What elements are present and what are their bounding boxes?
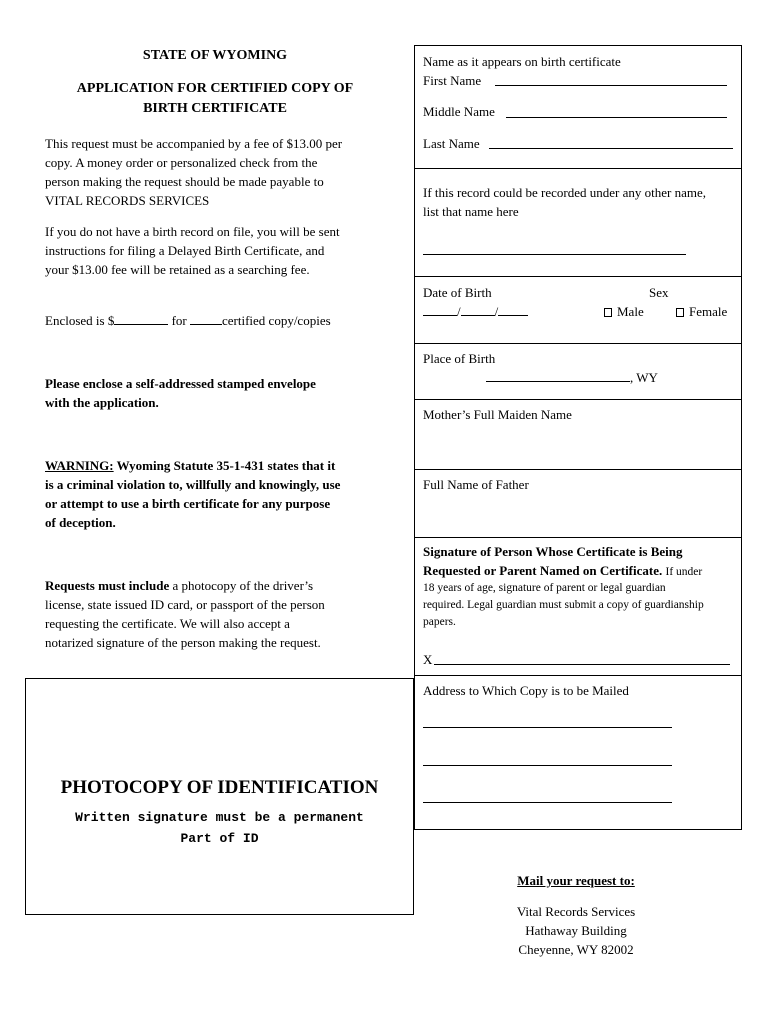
divider <box>414 675 742 676</box>
other-name-field[interactable] <box>423 254 686 255</box>
divider <box>414 399 742 400</box>
dob-month-field[interactable] <box>423 303 457 316</box>
sex-label: Sex <box>649 285 669 300</box>
warning-paragraph <box>45 456 405 532</box>
dob-separator: / <box>457 304 461 319</box>
warning-line: is a criminal violation to, willfully and knowingly, use <box>45 477 341 492</box>
fee-line: copy. A money order or personalized check from the <box>45 155 318 170</box>
father-name-field[interactable] <box>418 495 736 533</box>
signature-field[interactable] <box>434 664 730 665</box>
dob-fields <box>423 302 528 321</box>
signature-bold: Requested or Parent Named on Certificate. <box>423 563 663 578</box>
divider <box>414 537 742 538</box>
mail-address-line2: Hathaway Building <box>525 923 627 938</box>
form-title-line1: APPLICATION FOR CERTIFIED COPY OF <box>76 81 354 96</box>
last-name-field[interactable] <box>489 148 733 149</box>
mother-name-field[interactable] <box>418 425 736 465</box>
father-label: Full Name of Father <box>423 477 529 492</box>
signature-note: papers. <box>423 616 456 628</box>
enclosed-mid: for <box>168 313 190 328</box>
divider <box>414 343 742 344</box>
envelope-line: Please enclose a self-addressed stamped envelope <box>45 376 316 391</box>
address-line-2-field[interactable] <box>423 765 672 766</box>
place-of-birth-field[interactable] <box>486 369 630 382</box>
mail-address-line1: Vital Records Services <box>516 904 636 919</box>
signature-heading-line2 <box>423 561 738 582</box>
requests-line: notarized signature of the person making the request. <box>45 635 321 650</box>
dob-label: Date of Birth <box>423 285 492 300</box>
photocopy-note-line1: Written signature must be a permanent <box>75 810 364 825</box>
fee-line: person making the request should be made payable to <box>45 174 324 189</box>
warning-line: Wyoming Statute 35-1-431 states that it <box>113 458 336 473</box>
male-label: Male <box>617 304 644 319</box>
middle-name-field[interactable] <box>506 117 727 118</box>
other-name-label-line2: list that name here <box>423 204 519 219</box>
middle-name-label: Middle Name <box>423 104 495 119</box>
male-checkbox[interactable] <box>604 308 612 317</box>
address-label: Address to Which Copy is to be Mailed <box>423 683 629 698</box>
enclosed-prefix: Enclosed is $ <box>45 313 115 328</box>
divider <box>414 469 742 470</box>
divider <box>414 276 742 277</box>
place-of-birth-row <box>486 368 658 387</box>
envelope-note <box>45 374 405 412</box>
warning-line: or attempt to use a birth certificate for any purpose <box>45 496 331 511</box>
other-name-label-line1: If this record could be recorded under any other name, <box>423 185 706 200</box>
signature-note: If under <box>665 566 703 578</box>
address-line-1-field[interactable] <box>423 727 672 728</box>
dob-separator: / <box>494 304 499 319</box>
delayed-line: If you do not have a birth record on file, you will be sent <box>45 224 340 239</box>
requests-bold: Requests must include <box>45 578 170 593</box>
requests-line: license, state issued ID card, or passport of the person <box>45 597 325 612</box>
fee-line: This request must be accompanied by a fee of $13.00 per <box>45 136 343 151</box>
dob-year-field[interactable] <box>498 303 528 316</box>
name-heading: Name as it appears on birth certificate <box>423 54 621 69</box>
mail-heading: Mail your request to: <box>517 873 635 888</box>
mother-label: Mother’s Full Maiden Name <box>423 407 572 422</box>
sex-female-option[interactable] <box>676 302 727 321</box>
sex-male-option[interactable] <box>604 302 644 321</box>
last-name-label: Last Name <box>423 136 480 151</box>
photocopy-note-line2: Part of ID <box>180 831 259 846</box>
signature-x-mark: X <box>423 652 433 667</box>
form-title-line2: BIRTH CERTIFICATE <box>143 101 287 116</box>
fee-paragraph <box>45 134 405 210</box>
requests-paragraph <box>45 576 405 652</box>
mail-address-line3: Cheyenne, WY 82002 <box>518 942 634 957</box>
delayed-line: your $13.00 fee will be retained as a searching fee. <box>45 262 310 277</box>
enclosed-line <box>45 311 405 330</box>
place-of-birth-state: , WY <box>630 370 658 385</box>
state-heading: STATE OF WYOMING <box>142 48 288 63</box>
signature-note: 18 years of age, signature of parent or legal guardian <box>423 582 666 594</box>
enclosed-copies-field[interactable] <box>190 312 222 325</box>
envelope-line: with the application. <box>45 395 159 410</box>
delayed-line: instructions for filing a Delayed Birth Certificate, and <box>45 243 325 258</box>
dob-day-field[interactable] <box>461 303 495 316</box>
enclosed-suffix: certified copy/copies <box>222 313 331 328</box>
warning-line: of deception. <box>45 515 116 530</box>
divider <box>414 168 742 169</box>
photocopy-title: PHOTOCOPY OF IDENTIFICATION <box>60 777 379 798</box>
signature-heading-line1: Signature of Person Whose Certificate is Being <box>423 544 683 559</box>
first-name-label: First Name <box>423 73 482 88</box>
fee-line: VITAL RECORDS SERVICES <box>45 193 210 208</box>
female-checkbox[interactable] <box>676 308 684 317</box>
enclosed-amount-field[interactable] <box>114 312 168 325</box>
signature-note-block <box>423 580 704 631</box>
warning-label: WARNING: <box>45 458 114 473</box>
female-label: Female <box>689 304 728 319</box>
address-line-3-field[interactable] <box>423 802 672 803</box>
place-of-birth-label: Place of Birth <box>423 351 496 366</box>
signature-note: required. Legal guardian must submit a copy of guardianship <box>423 599 704 611</box>
delayed-paragraph <box>45 222 405 279</box>
requests-line: requesting the certificate. We will also accept a <box>45 616 290 631</box>
first-name-field[interactable] <box>495 85 727 86</box>
requests-line: a photocopy of the driver’s <box>169 578 314 593</box>
